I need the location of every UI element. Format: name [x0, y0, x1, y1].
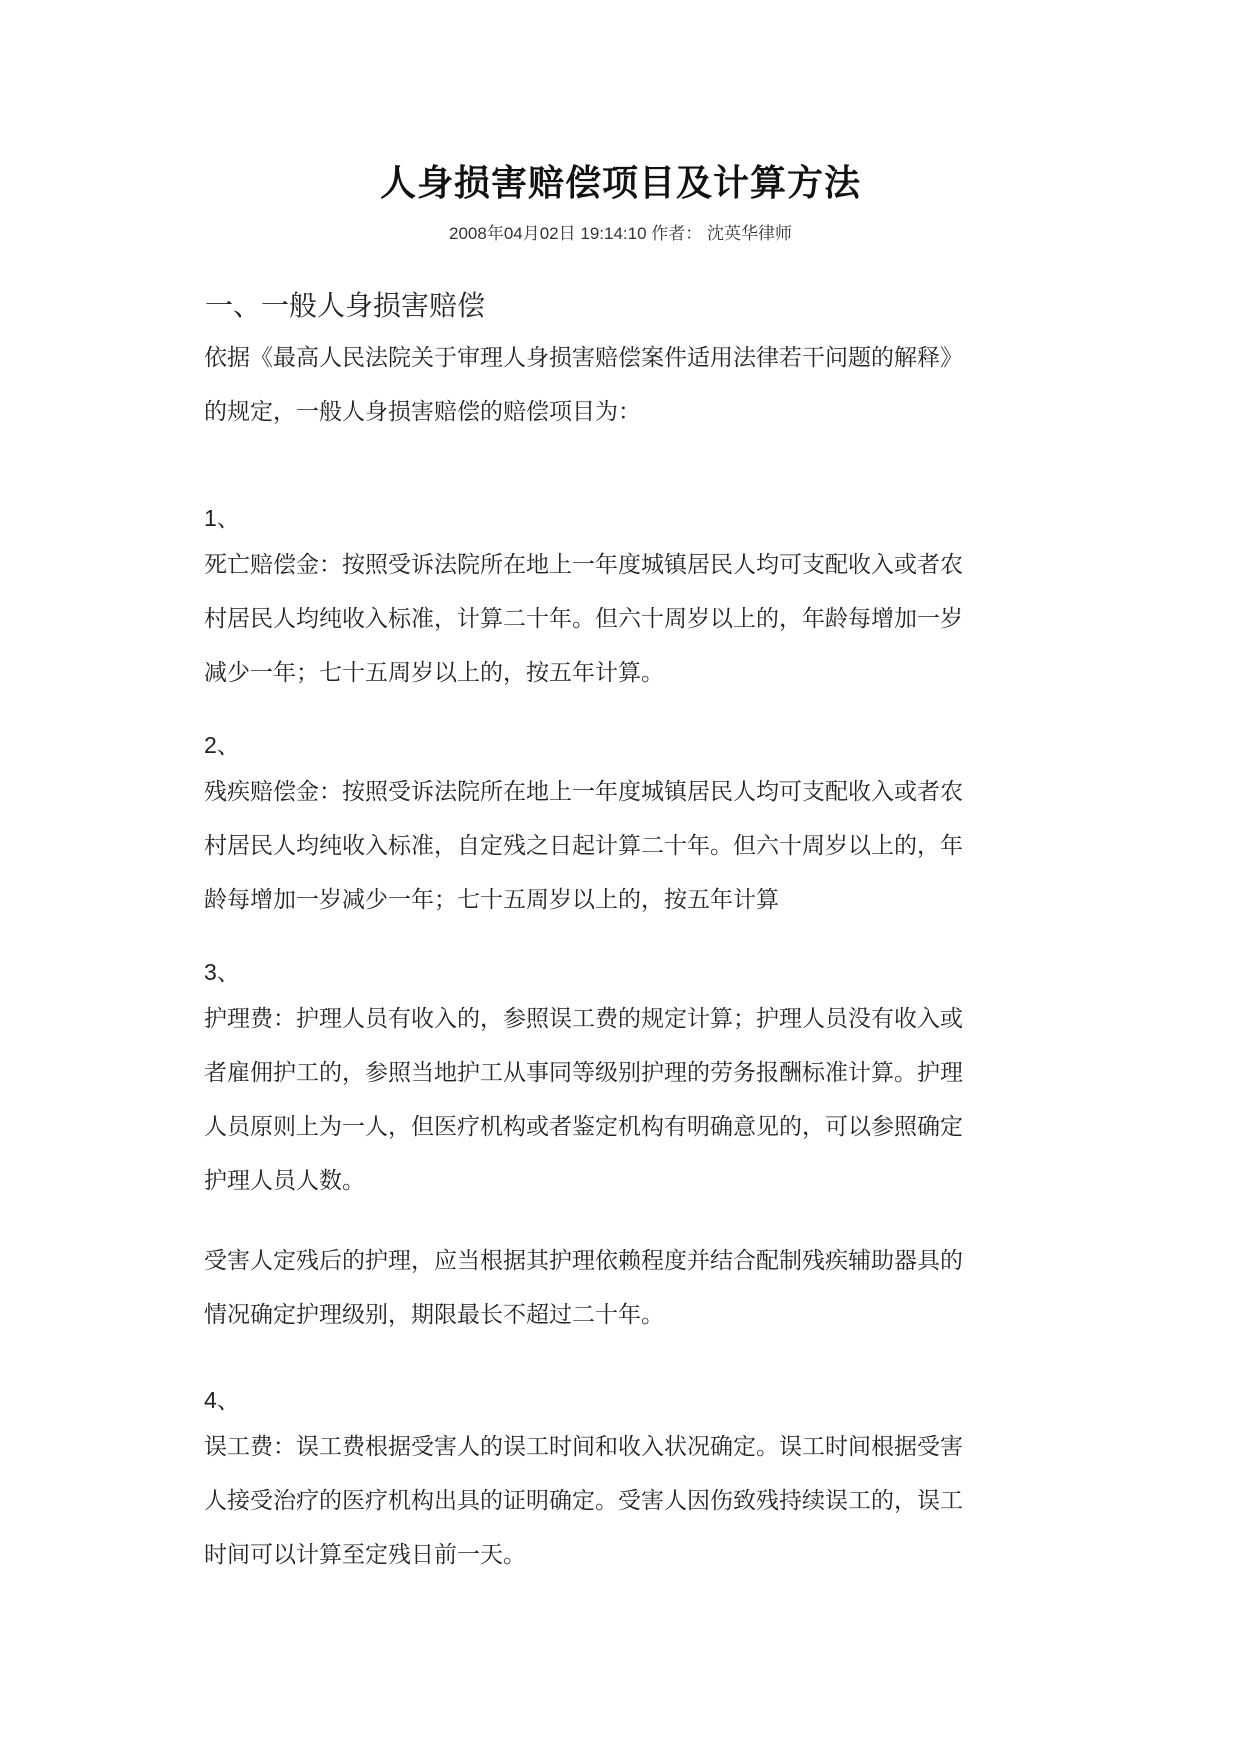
- section-heading: 一、一般人身损害赔偿: [205, 289, 486, 322]
- item-line: 人接受治疗的医疗机构出具的证明确定。受害人因伤致残持续误工的，误工: [204, 1488, 963, 1514]
- intro-line: 的规定，一般人身损害赔偿的赔偿项目为：: [204, 399, 641, 425]
- item-paragraph: [204, 538, 1034, 700]
- item-paragraph: [204, 765, 1034, 927]
- item-line: 护理人员人数。: [204, 1168, 365, 1194]
- item-line: 残疾赔偿金：按照受诉法院所在地上一年度城镇居民人均可支配收入或者农: [204, 779, 963, 805]
- item-line: 情况确定护理级别，期限最长不超过二十年。: [204, 1302, 664, 1328]
- item-extra-paragraph: [204, 1234, 1034, 1342]
- item-line: 时间可以计算至定残日前一天。: [204, 1542, 526, 1568]
- item-line: 护理费：护理人员有收入的，参照误工费的规定计算；护理人员没有收入或: [204, 1006, 963, 1032]
- item-number: 2、: [204, 732, 240, 758]
- item-number: 1、: [204, 505, 240, 531]
- item-line: 村居民人均纯收入标准，自定残之日起计算二十年。但六十周岁以上的，年: [204, 833, 963, 859]
- item-line: 村居民人均纯收入标准，计算二十年。但六十周岁以上的，年龄每增加一岁: [204, 606, 963, 632]
- item-number: 4、: [204, 1387, 240, 1413]
- intro-paragraph: [204, 331, 1034, 439]
- document-title: 人身损害赔偿项目及计算方法: [379, 162, 861, 204]
- item-line: 者雇佣护工的，参照当地护工从事同等级别护理的劳务报酬标准计算。护理: [204, 1060, 963, 1086]
- item-line: 死亡赔偿金：按照受诉法院所在地上一年度城镇居民人均可支配收入或者农: [204, 552, 963, 578]
- item-paragraph: [204, 992, 1034, 1208]
- item-line: 减少一年；七十五周岁以上的，按五年计算。: [204, 660, 664, 686]
- item-line: 误工费：误工费根据受害人的误工时间和收入状况确定。误工时间根据受害: [204, 1434, 963, 1460]
- intro-line: 依据《最高人民法院关于审理人身损害赔偿案件适用法律若干问题的解释》: [204, 345, 963, 371]
- document-meta: 2008年04月02日 19:14:10 作者： 沈英华律师: [449, 224, 792, 243]
- item-line: 龄每增加一岁减少一年；七十五周岁以上的，按五年计算: [204, 887, 779, 913]
- item-line: 人员原则上为一人，但医疗机构或者鉴定机构有明确意见的，可以参照确定: [204, 1114, 963, 1140]
- item-paragraph: [204, 1420, 1034, 1582]
- item-number: 3、: [204, 959, 240, 985]
- item-line: 受害人定残后的护理，应当根据其护理依赖程度并结合配制残疾辅助器具的: [204, 1248, 963, 1274]
